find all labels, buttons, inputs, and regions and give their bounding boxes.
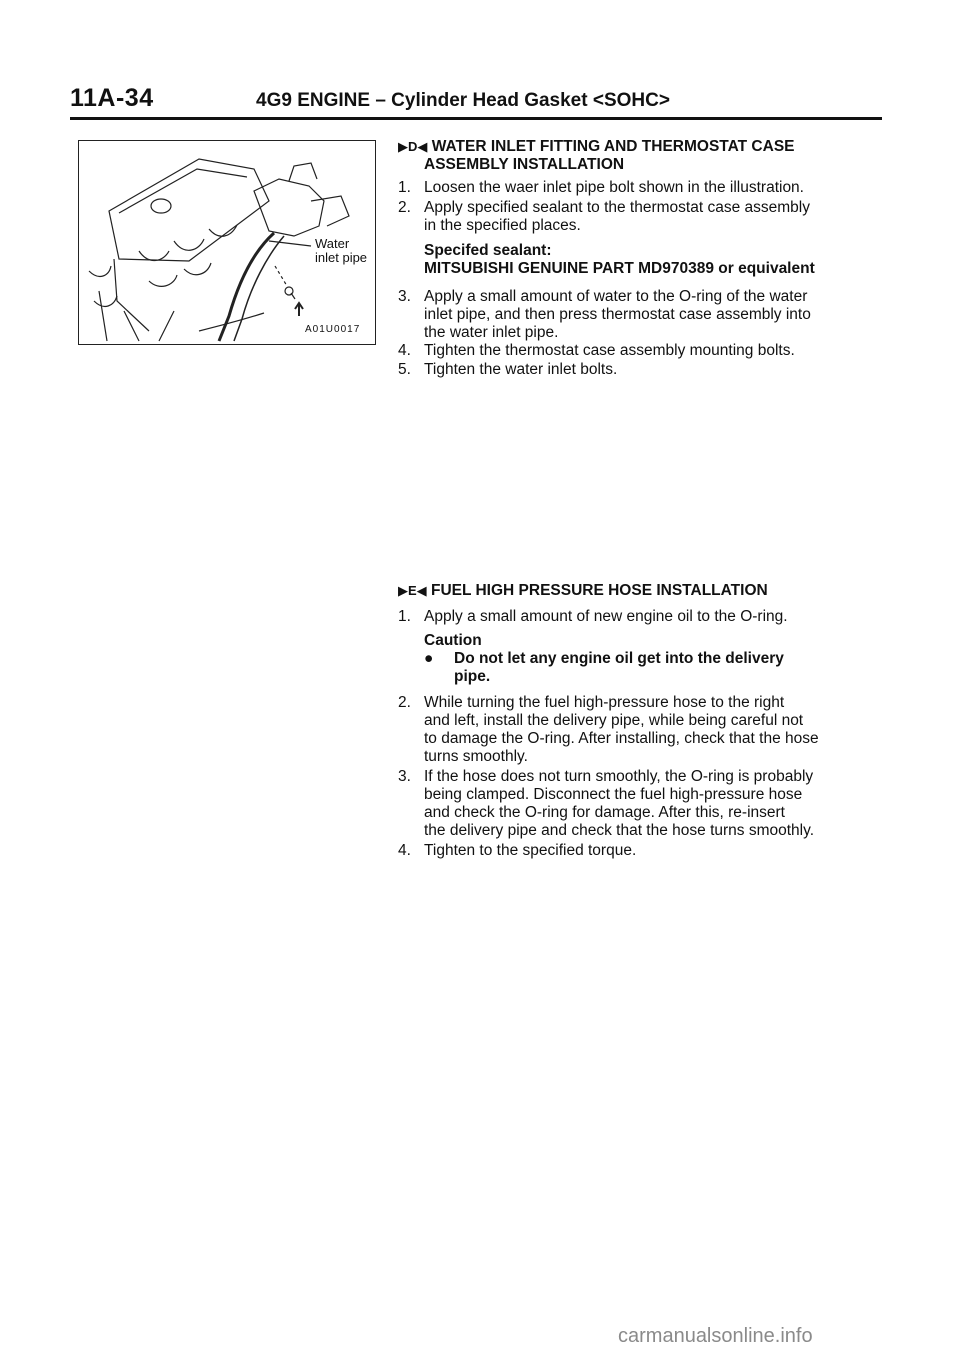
step-text: Tighten the thermostat case assembly mounting bolts. (424, 342, 795, 359)
page-title: 4G9 ENGINE – Cylinder Head Gasket <SOHC> (256, 90, 670, 111)
section-d-heading (398, 138, 882, 156)
step-text: in the specified places. (424, 217, 581, 234)
step-text: and left, install the delivery pipe, while being careful not (424, 712, 804, 729)
step-number: 4. (398, 842, 411, 859)
step-number: 3. (398, 768, 411, 785)
watermark-text: carmanualsonline.info (618, 1325, 813, 1347)
caution-text: pipe. (454, 668, 491, 685)
step-text: being clamped. Disconnect the fuel high-pressure hose (424, 786, 803, 803)
step-text: Apply a small amount of water to the O-ring of the water (424, 288, 808, 305)
caution-text: Do not let any engine oil get into the delivery (454, 650, 784, 667)
step-text: to damage the O-ring. After installing, check that the hose (424, 730, 819, 747)
step-number: 1. (398, 179, 411, 196)
step-text: Loosen the waer inlet pipe bolt shown in the illustration. (424, 179, 804, 196)
section-e-heading (398, 582, 882, 600)
section-d-title-line2: ASSEMBLY INSTALLATION (424, 156, 625, 173)
header-divider (70, 117, 882, 120)
step-text: turns smoothly. (424, 748, 528, 765)
step-text: If the hose does not turn smoothly, the O-ring is probably (424, 768, 814, 785)
engine-illustration (78, 140, 376, 345)
step-text: While turning the fuel high-pressure hose to the right (424, 694, 785, 711)
step-text: Tighten the water inlet bolts. (424, 361, 618, 378)
step-number: 1. (398, 608, 411, 625)
step-number: 5. (398, 361, 411, 378)
step-text: and check the O-ring for damage. After this, re-insert (424, 804, 785, 821)
step-text: the delivery pipe and check that the hose turns smoothly. (424, 822, 815, 839)
section-d-title-line1: WATER INLET FITTING AND THERMOSTAT CASE (431, 138, 795, 155)
figure-code: A01U0017 (305, 324, 361, 335)
step-number: 2. (398, 694, 411, 711)
step-text: inlet pipe, and then press thermostat case assembly into (424, 306, 811, 323)
step-text: Tighten to the specified torque. (424, 842, 637, 859)
page-number: 11A-34 (70, 84, 154, 112)
step-text: Apply specified sealant to the thermostat case assembly (424, 199, 810, 216)
step-text: the water inlet pipe. (424, 324, 559, 341)
section-e-title: FUEL HIGH PRESSURE HOSE INSTALLATION (430, 582, 768, 599)
step-number: 3. (398, 288, 411, 305)
callout-inlet-pipe: inlet pipe (315, 250, 368, 265)
callout-water: Water (315, 236, 350, 251)
step-text: Apply a small amount of new engine oil to the O-ring. (424, 608, 788, 625)
step-number: 2. (398, 199, 411, 216)
caution-label: Caution (424, 632, 482, 649)
section-d-marker: ▶D◀ (398, 139, 428, 154)
section-e-marker: ▶E◀ (398, 583, 427, 598)
caution-bullet: ● (424, 650, 434, 667)
step-number: 4. (398, 342, 411, 359)
sealant-value: MITSUBISHI GENUINE PART MD970389 or equivalent (424, 260, 815, 277)
sealant-label: Specifed sealant: (424, 242, 552, 259)
